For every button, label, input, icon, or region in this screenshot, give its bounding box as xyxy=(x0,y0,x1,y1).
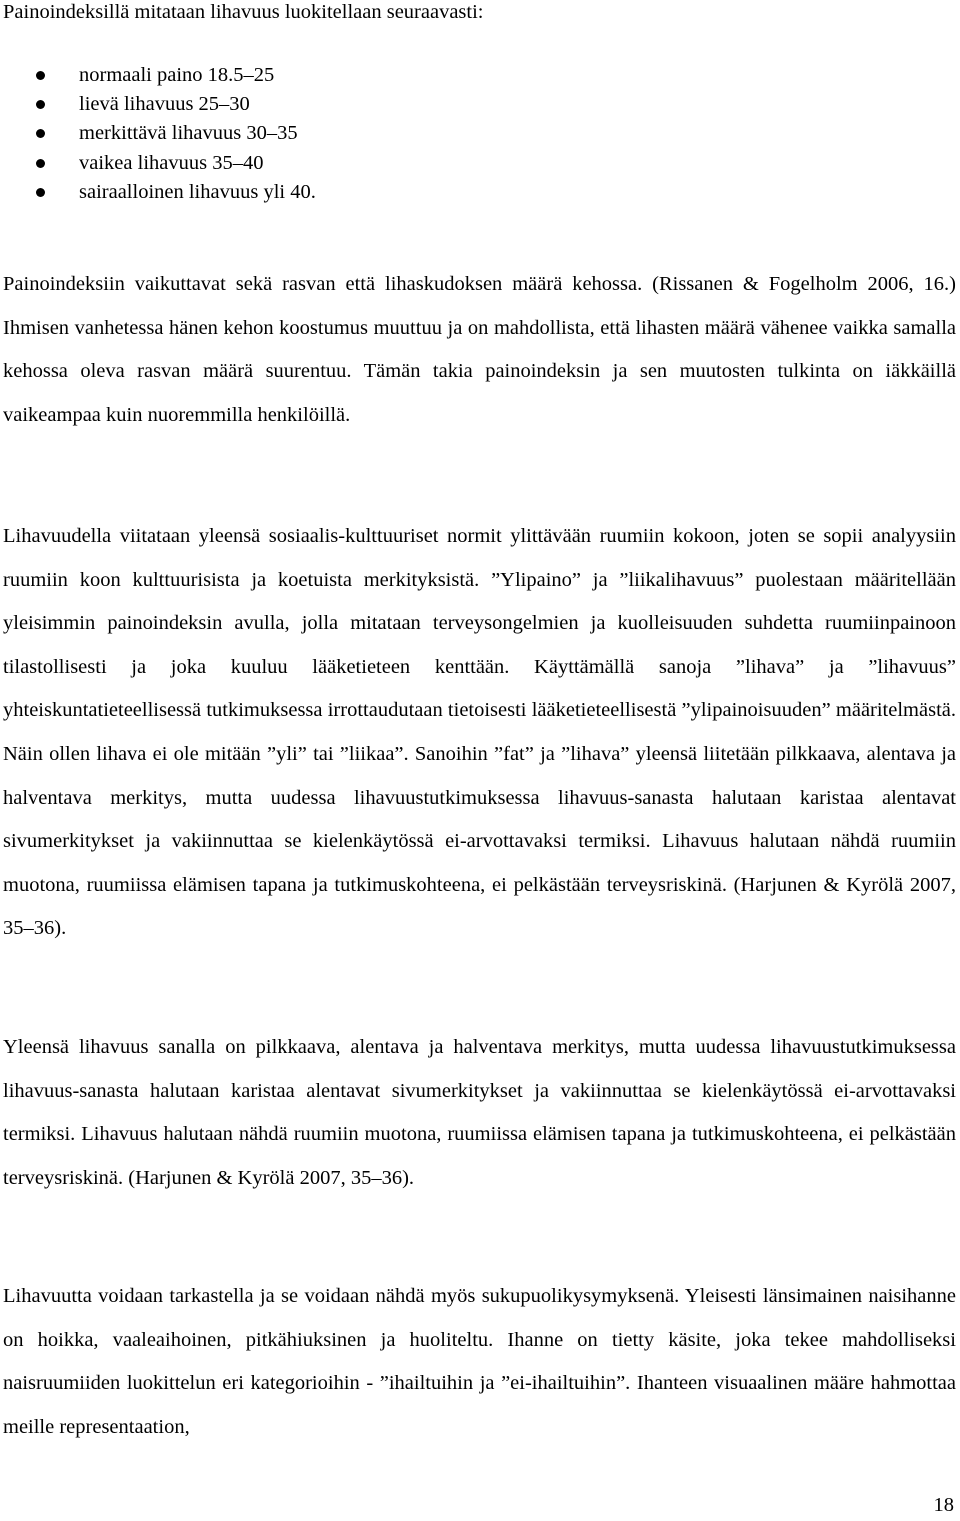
bmi-class-list xyxy=(0,61,316,207)
list-item-text: normaali paino 18.5–25 xyxy=(79,64,275,86)
list-item xyxy=(0,149,316,178)
bullet-icon xyxy=(36,188,45,197)
list-item-text: vaikea lihavuus 35–40 xyxy=(79,151,264,174)
bullet-icon xyxy=(36,159,45,168)
page-number: 18 xyxy=(933,1494,954,1516)
paragraph-obesity-definition: Lihavuudella viitataan yleensä sosiaalis-kulttuuriset normit ylittävään ruumiin kokoon, joten se sopii analyysiin ruumiin koon kulttuurisista ja koetuista merkityksistä. ”Ylipaino” ja ”liikalihavuus” puolestaan määritellään yleisimmin painoindeksin avulla, jolla mitataan terveysongelmien ja kuolleisuuden suhdetta ruumiinpainoon tilastollisesti ja joka kuuluu lääketieteen kenttään. Käyttämällä sanoja ”lihava” ja ”lihavuus” yhteiskuntatieteellisessä tutkimuksessa irrottaudutaan tietoisesti lääketieteellisestä ”ylipainoisuuden” määritelmästä. Näin ollen lihava ei ole mitään ”yli” tai ”liikaa”. Sanoihin ”fat” ja ”lihava” yleensä liitetään pilkkaava, alentava ja halventava merkitys, mutta uudessa lihavuustutkimuksessa lihavuus-sanasta halutaan karistaa alentavat sivumerkitykset ja vakiinnuttaa se kielenkäytössä ei-arvottavaksi termiksi. Lihavuus halutaan nähdä ruumiin muotona, ruumiissa elämisen tapana ja tutkimuskohteena, ei pelkästään terveysriskinä. (Harjunen & Kyrölä 2007, 35–36). xyxy=(3,525,956,940)
list-item-text: merkittävä lihavuus 30–35 xyxy=(79,122,298,145)
paragraph-gender-question: Lihavuutta voidaan tarkastella ja se voidaan nähdä myös sukupuolikysymyksenä. Yleisesti länsimainen naisihanne on hoikka, vaaleaihoinen, pitkähiuksinen ja huoliteltu. Ihanne on tietty käsite, joka tekee mahdolliseksi naisruumiiden luokittelun eri kategorioihin - ”ihailtuihin ja ”ei-ihailtuihin”. Ihanteen visuaalinen määre hahmottaa meille representaation, xyxy=(3,1285,956,1438)
intro-sentence: Painoindeksillä mitataan lihavuus luokitellaan seuraavasti: xyxy=(3,1,484,23)
bullet-icon xyxy=(36,129,45,138)
bullet-icon xyxy=(36,71,45,80)
list-item xyxy=(0,119,316,148)
list-item-text: sairaalloinen lihavuus yli 40. xyxy=(79,180,316,203)
list-item xyxy=(0,90,316,119)
list-item-text: lievä lihavuus 25–30 xyxy=(79,93,250,116)
paragraph-obesity-meaning: Yleensä lihavuus sanalla on pilkkaava, alentava ja halventava merkitys, mutta uudessa lihavuustutkimuksessa lihavuus-sanasta halutaan karistaa alentavat sivumerkitykset ja vakiinnuttaa se kielenkäytössä ei-arvottavaksi termiksi. Lihavuus halutaan nähdä ruumiin muotona, ruumiissa elämisen tapana ja tutkimuskohteena, ei pelkästään terveysriskinä. (Harjunen & Kyrölä 2007, 35–36). xyxy=(3,1036,956,1189)
list-item xyxy=(0,61,316,90)
paragraph-bmi-composition: Painoindeksiin vaikuttavat sekä rasvan että lihaskudoksen määrä kehossa. (Rissanen & Fogelholm 2006, 16.) Ihmisen vanhetessa hänen kehon koostumus muuttuu ja on mahdollista, että lihasten määrä vähenee vaikka samalla kehossa oleva rasvan määrä suurentuu. Tämän takia painoindeksin ja sen muutosten tulkinta on iäkkäillä vaikeampaa kuin nuoremmilla henkilöillä. xyxy=(3,273,956,426)
bullet-icon xyxy=(36,100,45,109)
list-item xyxy=(0,178,316,207)
